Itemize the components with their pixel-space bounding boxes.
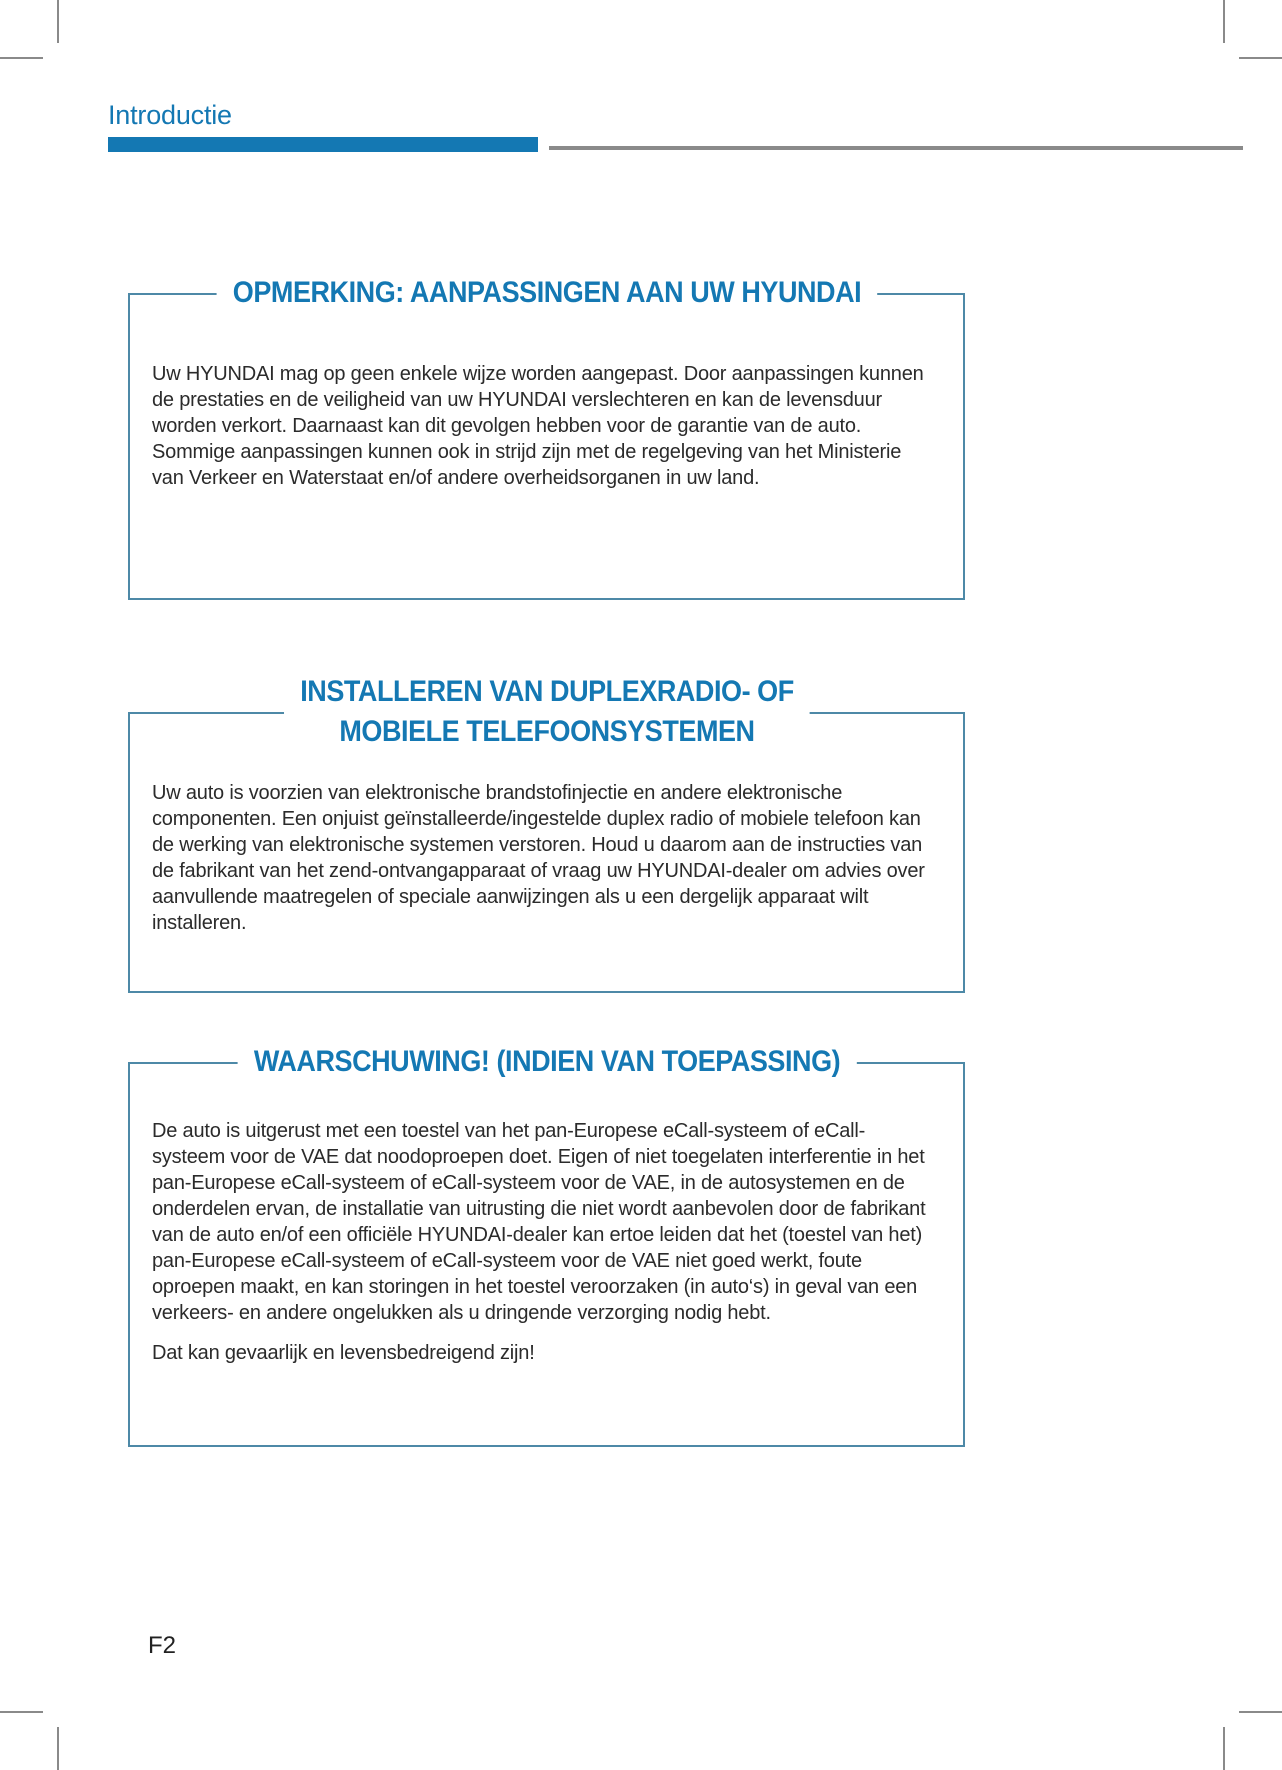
page-number: F2 — [148, 1632, 177, 1659]
notice-box-paragraph: Dat kan gevaarlijk en levensbedreigend zijn! — [152, 1342, 535, 1364]
notice-box-heading — [284, 672, 810, 752]
crop-mark-bottom-left-horizontal — [0, 1711, 43, 1713]
notice-box-heading-line: INSTALLEREN VAN DUPLEXRADIO- OF — [299, 675, 794, 708]
notice-box-heading-line: OPMERKING: AANPASSINGEN AAN UW HYUNDAI — [232, 276, 861, 309]
notice-box-warning-ecall — [128, 1045, 965, 1447]
notice-box-heading — [237, 1042, 856, 1082]
page-title: Introductie — [108, 100, 232, 130]
crop-mark-top-left-vertical — [57, 0, 59, 43]
crop-mark-top-right-vertical — [1223, 0, 1225, 43]
crop-mark-bottom-right-vertical — [1223, 1727, 1225, 1770]
notice-box-paragraph: De auto is uitgerust met een toestel van het pan-Europese eCall-systeem of eCall-systeem voor de VAE dat noodoproepen doet. Eigen of niet toegelaten interferentie in het pan-Europese eCall-systeem of eCall-systeem voor de VAE, in de autosystemen en de onderdelen ervan, de installatie van uitrusting die niet wordt aanbevolen door de fabrikant van de auto en/of een officiële HYUNDAI-dealer kan ertoe leiden dat het (toestel van het) pan-Europese eCall-systeem of eCall-systeem voor de VAE niet goed werkt, foute oproepen maakt, en kan storingen in het toestel veroorzaken (in auto‘s) in geval van een verkeers- en andere ongelukken als u dringende verzorging nodig hebt. — [152, 1120, 926, 1324]
notice-box-paragraph: Uw auto is voorzien van elektronische brandstofinjectie en andere elektronische componenten. Een onjuist geïnstalleerde/ingestelde duplex radio of mobiele telefoon kan de werking van elektronische systemen verstoren. Houd u daarom aan de instructies van de fabrikant van het zend-ontvangapparaat of vraag uw HYUNDAI-dealer om advies over aanvullende maatregelen of speciale aanwijzingen als u een dergelijk apparaat wilt installeren. — [152, 782, 925, 934]
crop-mark-bottom-right-horizontal — [1239, 1711, 1282, 1713]
crop-mark-bottom-left-vertical — [57, 1727, 59, 1770]
header-rule-line — [549, 146, 1243, 150]
notice-box-radio-install — [128, 675, 965, 993]
notice-box-heading-line: MOBIELE TELEFOONSYSTEMEN — [338, 715, 755, 748]
crop-mark-top-left-horizontal — [0, 57, 43, 59]
notice-box-heading — [216, 273, 877, 313]
notice-box-heading-line: WAARSCHUWING! (INDIEN VAN TOEPASSING) — [253, 1045, 840, 1078]
title-underline-bar — [108, 137, 538, 152]
notice-box-paragraph: Uw HYUNDAI mag op geen enkele wijze worden aangepast. Door aanpassingen kunnen de prestaties en de veiligheid van uw HYUNDAI verslechteren en kan de levensduur worden verkort. Daarnaast kan dit gevolgen hebben voor de garantie van de auto. Sommige aanpassingen kunnen ook in strijd zijn met de regelgeving van het Ministerie van Verkeer en Waterstaat en/of andere overheidsorganen in uw land. — [152, 363, 924, 489]
crop-mark-top-right-horizontal — [1239, 57, 1282, 59]
notice-box-modifications — [128, 276, 965, 600]
